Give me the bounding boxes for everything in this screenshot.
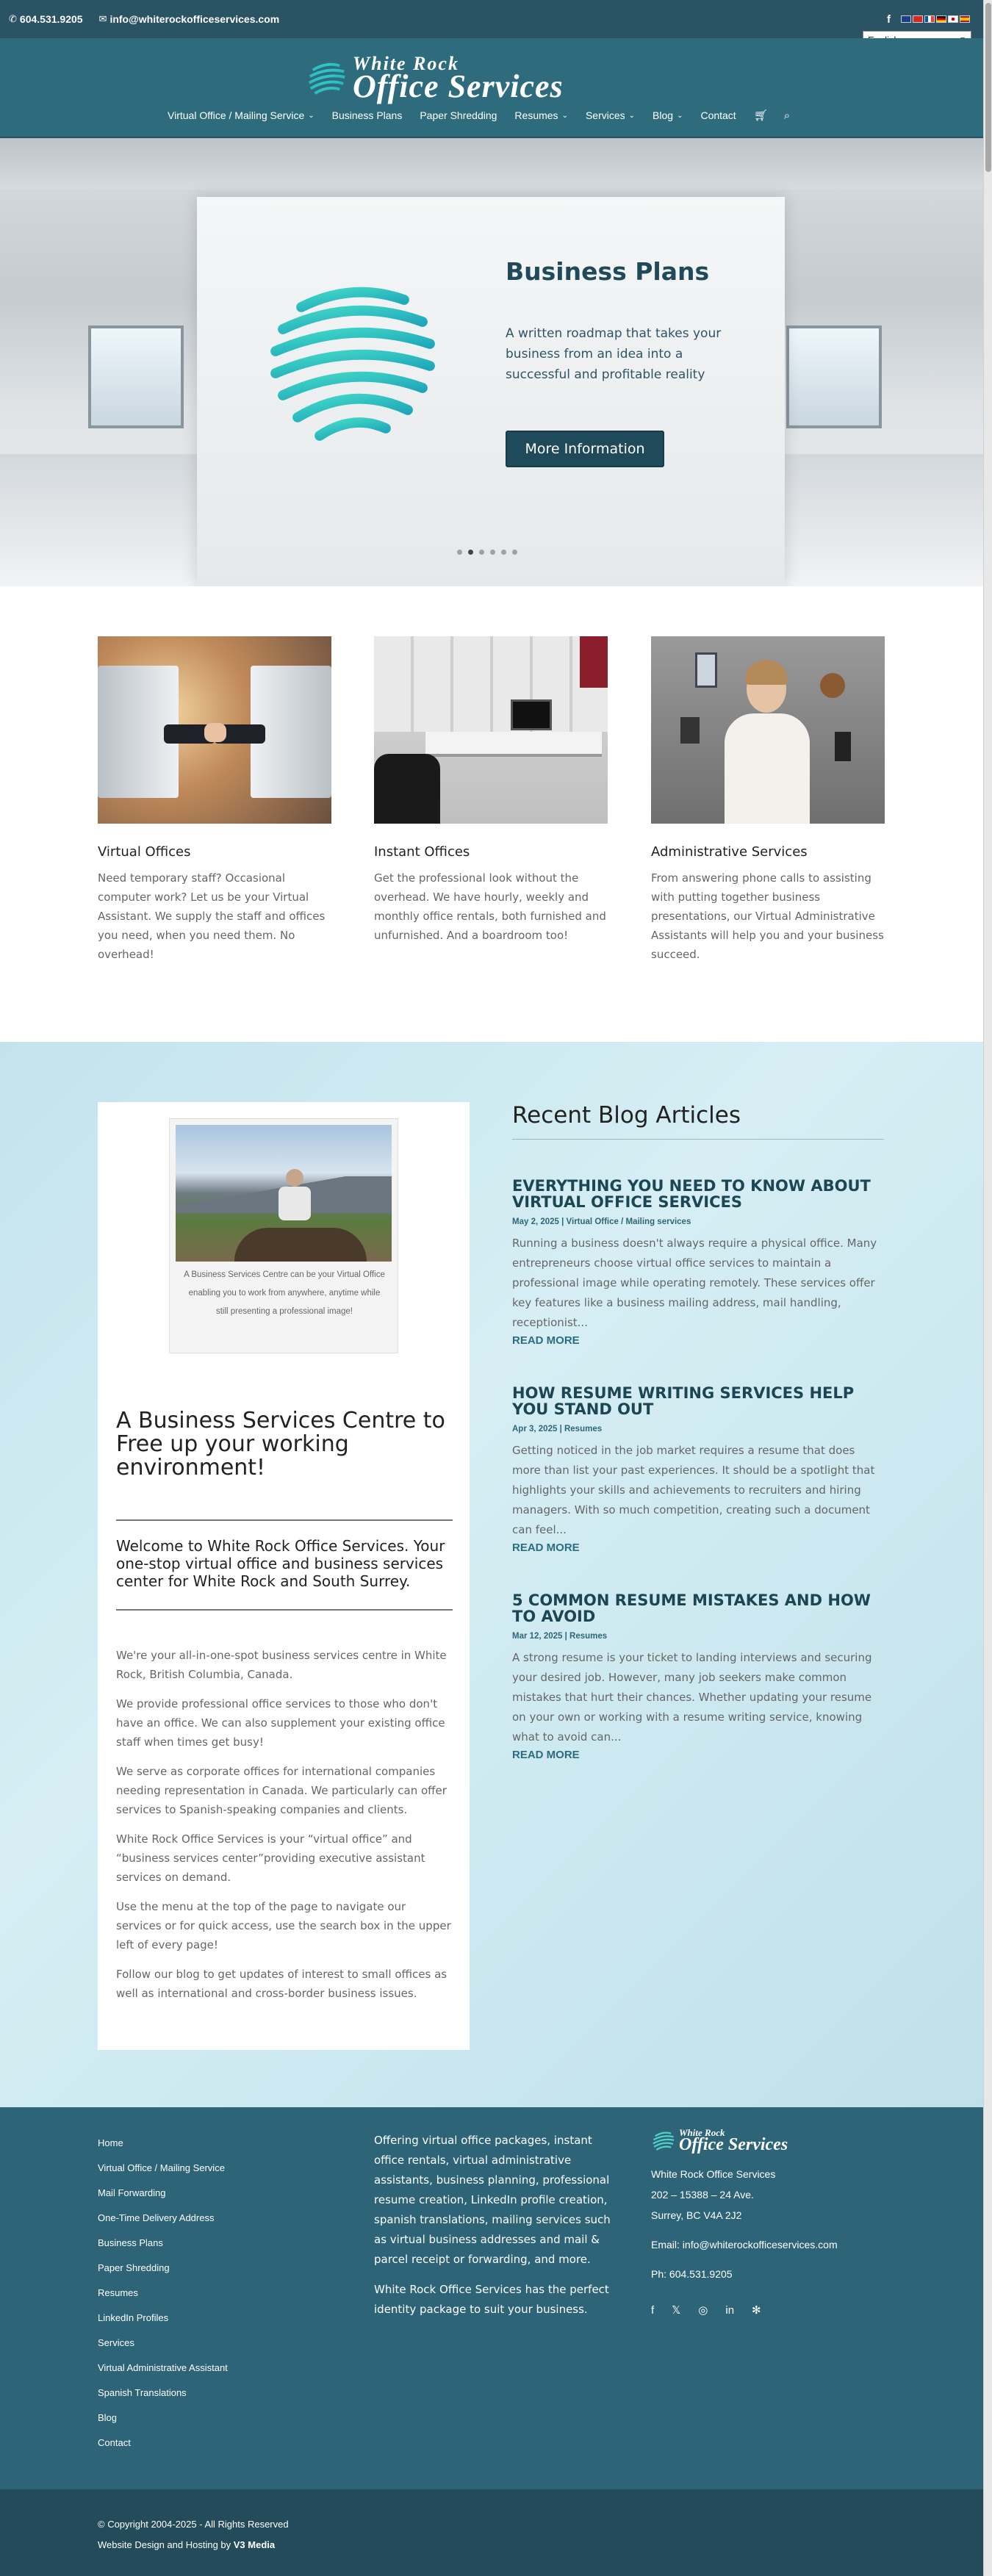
about-paragraph: We're your all-in-one-spot business services centre in White Rock, British Columbia, Canada. bbox=[116, 1649, 447, 1681]
about-blog-section bbox=[0, 1042, 992, 2107]
footer-link-resumes[interactable]: Resumes bbox=[98, 2287, 138, 2298]
about-heading: A Business Services Centre to Free up your working environment! bbox=[116, 1408, 445, 1481]
slider-pagination bbox=[457, 550, 517, 555]
phone-text: 604.531.9205 bbox=[19, 13, 83, 25]
chevron-down-icon: ⌄ bbox=[561, 111, 568, 120]
service-text: From answering phone calls to assisting with putting together business presentations, our Virtual Administrative Assistants will help you and your business succeed. bbox=[651, 871, 884, 961]
nav-resumes[interactable] bbox=[514, 109, 568, 121]
instagram-icon[interactable]: ◎ bbox=[698, 2304, 708, 2317]
multitasking-woman-image[interactable] bbox=[651, 636, 885, 824]
nav-label: Contact bbox=[700, 109, 736, 121]
footer-link-spanish-translations[interactable]: Spanish Translations bbox=[98, 2387, 187, 2398]
email-link[interactable] bbox=[99, 13, 280, 25]
blog-post bbox=[512, 1592, 884, 1761]
slider-dot-2[interactable] bbox=[468, 550, 473, 555]
about-paragraph: White Rock Office Services is your “virtual office” and “business services center”providing executive assistant services on demand. bbox=[116, 1832, 425, 1884]
x-icon[interactable]: 𝕏 bbox=[672, 2304, 681, 2317]
nav-blog[interactable] bbox=[653, 109, 683, 121]
footer-link-delivery-address[interactable]: One-Time Delivery Address bbox=[98, 2212, 215, 2223]
facebook-icon[interactable]: f bbox=[887, 12, 891, 26]
footer-logo-line-2: Office Services bbox=[679, 2135, 788, 2154]
blog-post-date: Mar 12, 2025 bbox=[512, 1632, 563, 1641]
about-card bbox=[98, 1102, 470, 2050]
slider-dot-3[interactable] bbox=[479, 550, 484, 555]
linkedin-icon[interactable]: in bbox=[725, 2304, 735, 2317]
service-card-instant-offices bbox=[374, 636, 608, 945]
service-card-virtual-offices bbox=[98, 636, 331, 964]
slider-dot-6[interactable] bbox=[512, 550, 517, 555]
footer-email-label: Email: bbox=[651, 2239, 680, 2251]
bottom-bar bbox=[0, 2489, 992, 2576]
credit-prefix: Website Design and Hosting by bbox=[98, 2539, 231, 2550]
blog-post-meta: May 2, 2025 | Virtual Office / Mailing services bbox=[512, 1217, 691, 1226]
flag-cn-icon[interactable] bbox=[913, 15, 923, 23]
about-paragraphs bbox=[116, 1646, 454, 2013]
credit bbox=[98, 2539, 275, 2550]
blog-post-meta: Mar 12, 2025 | Resumes bbox=[512, 1632, 608, 1641]
hero-background-window-right bbox=[786, 325, 882, 428]
nav-contact[interactable] bbox=[700, 109, 736, 121]
blog-post-excerpt: A strong resume is your ticket to landing interviews and securing your desired job. However, many job seekers make common mistakes that hurt their chances. Whether updating your resume on your own or working with a resume writing service, knowing what to avoid can... bbox=[512, 1651, 872, 1744]
service-text: Need temporary staff? Occasional computer work? Let us be your Virtual Assistant. We supply the staff and offices you need, when you need them. No overhead! bbox=[98, 871, 326, 961]
blog-post-excerpt: Running a business doesn't always require a physical office. Many entrepreneurs choose virtual office services to maintain a professional image while operating remotely. These services offer key features like a business mailing address, mail handling, receptionist... bbox=[512, 1237, 877, 1329]
footer-link-virtual-office[interactable]: Virtual Office / Mailing Service bbox=[98, 2162, 225, 2173]
footer-contact bbox=[651, 2128, 886, 2321]
footer-address-1: 202 – 15388 – 24 Ave. bbox=[651, 2189, 754, 2201]
footer-logo-line-1: White Rock bbox=[679, 2127, 725, 2138]
about-paragraph: Follow our blog to get updates of interest to small offices as well as international and cross-border business issues. bbox=[116, 1968, 448, 2000]
service-card-administrative-services bbox=[651, 636, 885, 964]
flag-fr-icon[interactable] bbox=[924, 15, 935, 23]
top-bar bbox=[0, 0, 992, 38]
slider-dot-5[interactable] bbox=[501, 550, 506, 555]
service-title: Instant Offices bbox=[374, 844, 470, 860]
hero-slider bbox=[0, 138, 992, 586]
chevron-down-icon: ⌄ bbox=[628, 111, 636, 120]
hero-background-ceiling bbox=[0, 138, 992, 190]
service-title: Virtual Offices bbox=[98, 844, 191, 860]
footer-link-blog[interactable]: Blog bbox=[98, 2412, 118, 2423]
read-more-link[interactable]: READ MORE bbox=[512, 1334, 580, 1347]
nav-virtual-office[interactable] bbox=[168, 109, 315, 121]
about-subheading: Welcome to White Rock Office Services. Your one-stop virtual office and business services center for White Rock and South Surrey. bbox=[116, 1537, 445, 1590]
flag-de-icon[interactable] bbox=[936, 15, 946, 23]
footer-phone bbox=[651, 2264, 886, 2284]
footer-email-link[interactable]: info@whiterockofficeservices.com bbox=[682, 2239, 838, 2251]
handshake-image[interactable] bbox=[98, 636, 331, 824]
globe-logo-icon bbox=[306, 57, 348, 100]
divider bbox=[116, 1609, 453, 1611]
nav-label: Services bbox=[585, 109, 625, 121]
about-photo-frame bbox=[169, 1118, 398, 1353]
footer-link-contact[interactable]: Contact bbox=[98, 2437, 131, 2448]
nav-label: Resumes bbox=[514, 109, 558, 121]
site-header bbox=[0, 38, 992, 138]
divider bbox=[116, 1519, 453, 1521]
blog-post bbox=[512, 1385, 884, 1554]
search-icon[interactable]: ⌕ bbox=[783, 109, 791, 122]
phone-icon: ✆ bbox=[9, 13, 17, 24]
site-footer bbox=[0, 2107, 992, 2497]
main-nav bbox=[168, 109, 806, 122]
cart-icon[interactable]: 🛒︎ bbox=[753, 109, 768, 122]
hero-description: A written roadmap that takes your business from an idea into a successful and profitable reality bbox=[506, 326, 722, 382]
read-more-link[interactable]: READ MORE bbox=[512, 1749, 580, 1761]
photo-caption: A Business Services Centre can be your Virtual Office enabling you to work from anywhere, anytime while still presenting a professional image! bbox=[184, 1270, 385, 1316]
footer-company: White Rock Office Services bbox=[651, 2168, 776, 2180]
office-desk-image[interactable] bbox=[374, 636, 608, 824]
more-information-button[interactable]: More Information bbox=[506, 431, 664, 467]
envelope-icon: ✉ bbox=[98, 13, 107, 24]
service-text: Get the professional look without the overhead. We have hourly, weekly and monthly office rentals, both furnished and unfurnished. And a boardroom too! bbox=[374, 871, 606, 942]
footer-phone-link[interactable]: 604.531.9205 bbox=[669, 2268, 733, 2280]
language-flags bbox=[901, 15, 970, 23]
nav-label: Blog bbox=[653, 109, 674, 121]
service-title: Administrative Services bbox=[651, 844, 808, 860]
footer-about-text: White Rock Office Services has the perfect identity package to suit your business. bbox=[374, 2283, 609, 2316]
hero-title: Business Plans bbox=[506, 257, 710, 286]
nav-services[interactable] bbox=[586, 109, 635, 121]
blog-post-title[interactable]: HOW RESUME WRITING SERVICES HELP YOU STAND OUT bbox=[512, 1384, 855, 1418]
footer-link-virtual-assistant[interactable]: Virtual Administrative Assistant bbox=[98, 2362, 228, 2373]
globe-graphic-icon bbox=[261, 270, 445, 454]
about-paragraph: Use the menu at the top of the page to navigate our services or for quick access, use the search box in the upper left of every page! bbox=[116, 1900, 451, 1951]
about-paragraph: We provide professional office services to those who don't have an office. We can also supplement your existing office staff when times get busy! bbox=[116, 1697, 445, 1749]
chevron-down-icon: ⌄ bbox=[308, 111, 315, 120]
nav-label: Paper Shredding bbox=[420, 109, 497, 121]
yelp-icon[interactable]: ✻ bbox=[752, 2304, 761, 2317]
blog-heading: Recent Blog Articles bbox=[512, 1102, 884, 1140]
footer-logo[interactable] bbox=[651, 2128, 886, 2154]
footer-about-text: Offering virtual office packages, instant office rentals, virtual administrative assistants, business planning, professional resume creation, LinkedIn profile creation, spanish translations, mailing services such as virtual business addresses and mail & parcel receipt or forwarding, and more. bbox=[374, 2134, 611, 2266]
facebook-icon[interactable]: f bbox=[651, 2304, 655, 2317]
email-text: info@whiterockofficeservices.com bbox=[109, 13, 280, 25]
blog-post-category[interactable]: Virtual Office / Mailing services bbox=[566, 1217, 691, 1226]
logo-line-2: Office Services bbox=[353, 68, 564, 104]
services-section bbox=[0, 586, 992, 1042]
blog-post-title[interactable]: EVERYTHING YOU NEED TO KNOW ABOUT VIRTUAL OFFICE SERVICES bbox=[512, 1177, 871, 1211]
logo-text bbox=[353, 54, 564, 103]
blog-post-category[interactable]: Resumes bbox=[564, 1425, 603, 1433]
footer-link-mail-forwarding[interactable]: Mail Forwarding bbox=[98, 2187, 166, 2198]
nav-business-plans[interactable] bbox=[332, 109, 403, 121]
footer-link-home[interactable]: Home bbox=[98, 2137, 123, 2148]
social-icons bbox=[651, 2300, 886, 2321]
read-more-link[interactable]: READ MORE bbox=[512, 1541, 580, 1554]
blog-post-date: May 2, 2025 bbox=[512, 1217, 559, 1226]
footer-link-services[interactable]: Services bbox=[98, 2337, 134, 2348]
logo-line-1: White Rock bbox=[353, 53, 459, 74]
scrollbar-thumb[interactable] bbox=[985, 3, 991, 172]
footer-email bbox=[651, 2234, 886, 2255]
blog-post-title[interactable]: 5 COMMON RESUME MISTAKES AND HOW TO AVOID bbox=[512, 1591, 871, 1625]
site-logo[interactable] bbox=[306, 54, 564, 103]
blog-post-category[interactable]: Resumes bbox=[569, 1632, 608, 1641]
hero-background-window-left bbox=[88, 325, 184, 428]
nav-label: Business Plans bbox=[331, 109, 403, 121]
blog-post bbox=[512, 1178, 884, 1347]
flag-uk-icon[interactable] bbox=[901, 15, 911, 23]
about-paragraph: We serve as corporate offices for international companies needing representation in Canada. We particularly can offer services to Spanish-speaking companies and clients. bbox=[116, 1765, 447, 1816]
flag-jp-icon[interactable] bbox=[948, 15, 958, 23]
slider-dot-1[interactable] bbox=[457, 550, 462, 555]
copyright: © Copyright 2004-2025 - All Rights Reserved bbox=[98, 2519, 289, 2530]
footer-about bbox=[374, 2131, 613, 2330]
phone-link[interactable] bbox=[9, 13, 83, 25]
footer-link-linkedin-profiles[interactable]: LinkedIn Profiles bbox=[98, 2312, 169, 2323]
footer-logo-text bbox=[679, 2128, 788, 2154]
footer-links bbox=[98, 2131, 228, 2456]
blog-post-excerpt: Getting noticed in the job market requires a resume that does more than list your past experiences. It should be a spotlight that highlights your skills and achievements to recruiters and hiring managers. With so much competition, creating such a document can feel... bbox=[512, 1444, 875, 1536]
chevron-down-icon: ⌄ bbox=[677, 111, 683, 120]
recent-blog-articles bbox=[512, 1102, 884, 1761]
footer-phone-label: Ph: bbox=[651, 2268, 667, 2280]
footer-address-2: Surrey, BC V4A 2J2 bbox=[651, 2209, 742, 2221]
blog-post-meta: Apr 3, 2025 | Resumes bbox=[512, 1425, 603, 1433]
blog-post-date: Apr 3, 2025 bbox=[512, 1425, 558, 1433]
page-scrollbar[interactable] bbox=[983, 0, 992, 2576]
flag-es-icon[interactable] bbox=[960, 15, 970, 23]
nav-label: Virtual Office / Mailing Service bbox=[168, 109, 305, 121]
footer-link-paper-shredding[interactable]: Paper Shredding bbox=[98, 2262, 170, 2273]
slider-dot-4[interactable] bbox=[490, 550, 495, 555]
mountain-laptop-image[interactable] bbox=[176, 1125, 392, 1262]
globe-logo-icon bbox=[651, 2129, 676, 2154]
credit-link[interactable]: V3 Media bbox=[233, 2539, 276, 2550]
nav-paper-shredding[interactable] bbox=[420, 109, 497, 121]
footer-link-business-plans[interactable]: Business Plans bbox=[98, 2237, 163, 2248]
